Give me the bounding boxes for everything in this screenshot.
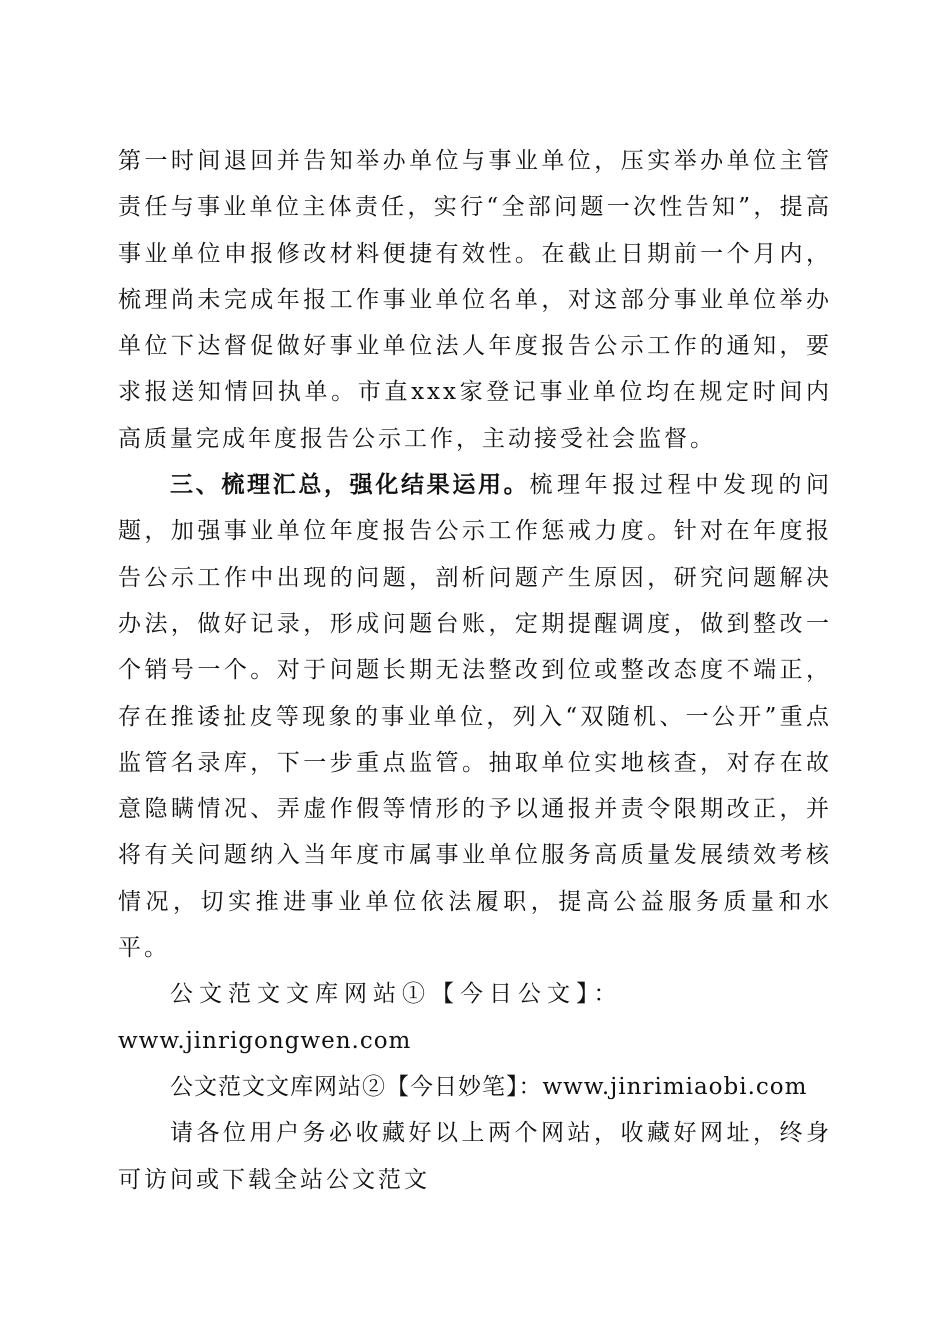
document-body	[118, 138, 832, 1203]
section-3-heading: 三、梳理汇总，强化结果运用。	[170, 472, 530, 499]
footer-line-2: 公文范文文库网站②【今日妙笔】：www.jinrimiaobi.com	[170, 1073, 808, 1100]
footer-line-1-url: www.jinrigongwen.com	[118, 1027, 412, 1054]
footer-line-3: 请各位用户务必收藏好以上两个网站，收藏好网址，终身可访问或下载全站公文范文	[118, 1120, 832, 1193]
paragraph-1: 第一时间退回并告知举办单位与事业单位，压实举办单位主管责任与事业单位主体责任，实行“全部问题一次性告知”，提高事业单位申报修改材料便捷有效性。在截止日期前一个月内，梳理尚未完成年报工作事业单位名单，对这部分事业单位举办单位下达督促做好事业单位法人年度报告公示工作的通知，要求报送知情回执单。市直xxx家登记事业单位均在规定时间内高质量完成年度报告公示工作，主动接受社会监督。	[118, 148, 832, 452]
footer-line-1: 公文范文文库网站①【今日公文】：	[170, 981, 623, 1008]
paragraph-section-3	[118, 462, 832, 971]
section-3-body: 梳理年报过程中发现的问题，加强事业单位年度报告公示工作惩戒力度。针对在年度报告公示工作中出现的问题，剖析问题产生原因，研究问题解决办法，做好记录，形成问题台账，定期提醒调度，做到整改一个销号一个。对于问题长期无法整改到位或整改态度不端正，存在推诿扯皮等现象的事业单位，列入“双随机、一公开”重点监管名录库，下一步重点监管。抽取单位实地核查，对存在故意隐瞒情况、弄虚作假等情形的予以通报并责令限期改正，并将有关问题纳入当年度市属事业单位服务高质量发展绩效考核情况，切实推进事业单位依法履职，提高公益服务质量和水平。	[118, 472, 833, 962]
